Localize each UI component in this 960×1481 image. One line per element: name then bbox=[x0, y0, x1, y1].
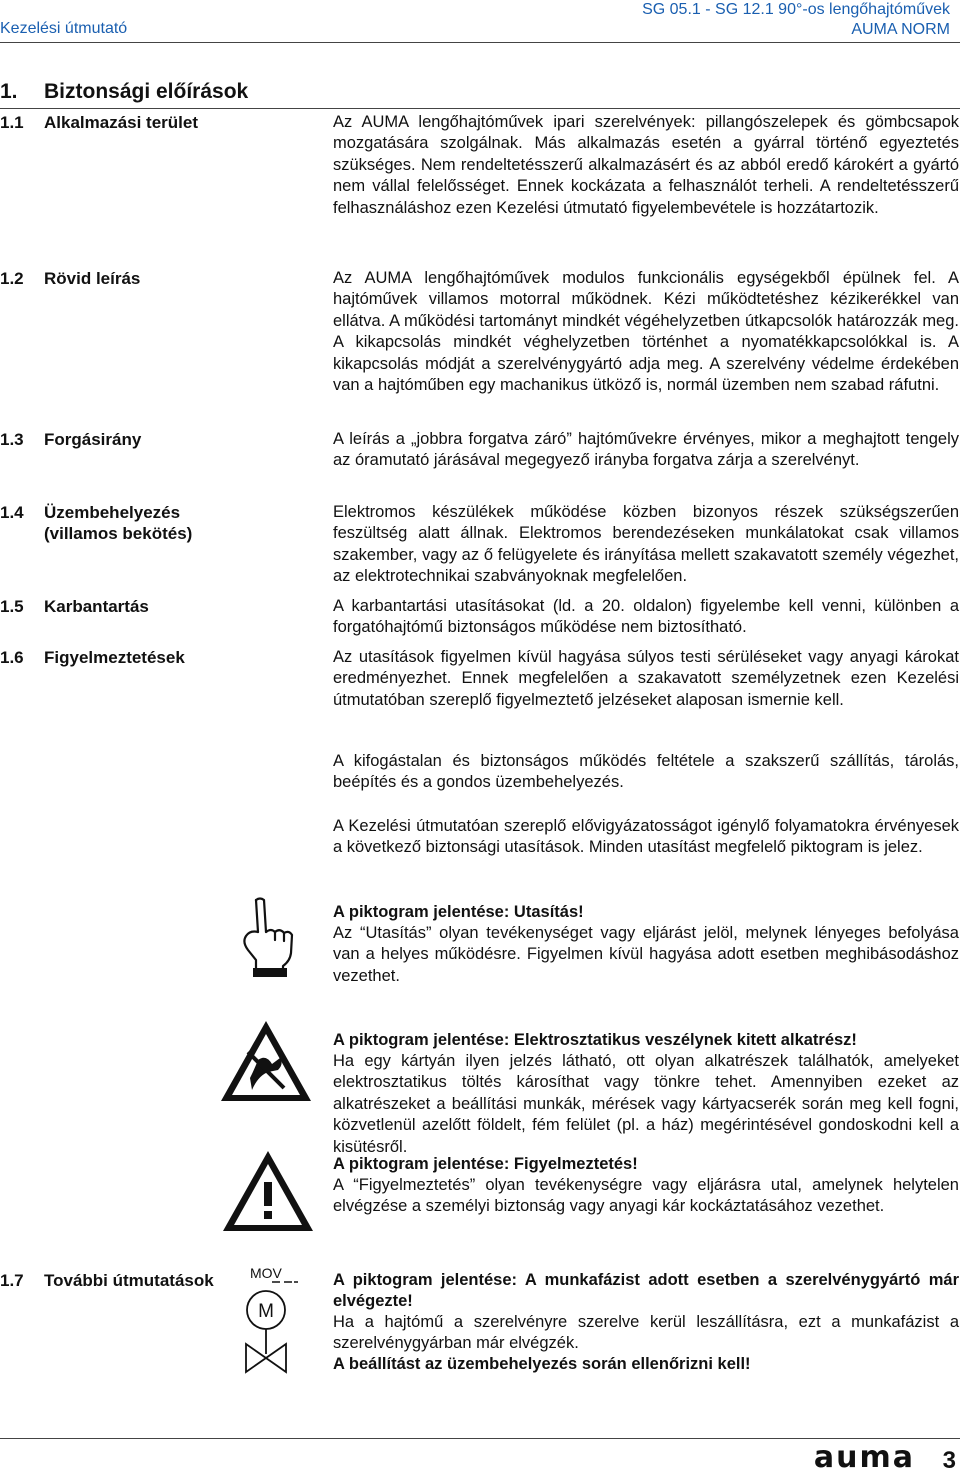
pictogram-preset-text: Ha a hajtómű a szerelvényre szerelve kerül leszállításra, ezt a munkafázist a szerelvénygyárban már elvégzék. bbox=[333, 1313, 959, 1353]
section-divider bbox=[0, 108, 960, 109]
subsection-title: Karbantartás bbox=[44, 597, 149, 616]
esd-warning-icon bbox=[218, 1018, 314, 1104]
pictogram-warning-title: A piktogram jelentése: Figyelmeztetés! bbox=[333, 1155, 638, 1173]
paragraph-safe-operation: A kifogástalan és biztonságos működés feltétele a szakszerű szállítás, tárolás, beépítés és a gondos üzembehelyezés. bbox=[333, 752, 959, 792]
mov-valve-icon bbox=[232, 1262, 300, 1384]
document-title: Kezelési útmutató bbox=[0, 20, 128, 37]
subsection-number: 1.6 bbox=[0, 648, 24, 667]
subsection-title: Forgásirány bbox=[44, 430, 142, 449]
paragraph-warnings: Az utasítások figyelmen kívül hagyása súlyos testi sérüléseket vagy anyagi károkat eredményezhet. Ennek megfelelően a szakavatott személyzetnek ezen Kezelési útmutatóban szereplő figyelmeztető jelzéseket alaposan ismernie kell. bbox=[333, 648, 959, 709]
section-number: 1. bbox=[0, 80, 18, 103]
subsection-title: További útmutatások bbox=[44, 1271, 214, 1290]
mov-label: MOV bbox=[250, 1265, 282, 1281]
paragraph-rotation: A leírás a „jobbra forgatva záró” hajtóművekre érvényes, mikor a meghajtott tengely az óramutató járásával megegyező irányba forgatva zárja a szerelvényt. bbox=[333, 430, 959, 470]
subsection-number: 1.3 bbox=[0, 430, 24, 449]
subsection-title: Üzembehelyezés (villamos bekötés) bbox=[44, 503, 193, 543]
warning-triangle-icon bbox=[220, 1148, 316, 1234]
subsection-number: 1.5 bbox=[0, 597, 24, 616]
pictogram-warning-text: A “Figyelmeztetés” olyan tevékenységre vagy eljárásra utal, amelynek helytelen elvégzése a személyi biztonság vagy anyagi kár kockáztatásához vezethet. bbox=[333, 1176, 959, 1216]
subsection-heading bbox=[0, 1270, 214, 1291]
paragraph-maintenance: A karbantartási utasításokat (ld. a 20. oldalon) figyelembe kell venni, különben a forgatóhajtómű biztonságos működése nem biztosítható. bbox=[333, 597, 959, 637]
pictogram-preset-title: A piktogram jelentése: A munkafázist adott esetben a szerelvénygyártó már elvégezte! bbox=[333, 1271, 959, 1311]
subsection-title: Figyelmeztetések bbox=[44, 648, 185, 667]
subsection-heading bbox=[0, 429, 141, 450]
subsection-heading bbox=[0, 502, 244, 544]
pictogram-esd-text: Ha egy kártyán ilyen jelzés látható, ott olyan alkatrészek találhatók, amelyeket elektrosztatikus töltés károsíthat vagy tönkre tehet. Amennyiben ezeket az alkatrészeket a beállítási munkák, mérések vagy kártyacserék során meg kell fogni, közvetlenül azelőtt földelt, fém felület (pl. a ház) megérintésével gondoskodni kell a kisütésről. bbox=[333, 1052, 959, 1156]
section-title: Biztonsági előírások bbox=[44, 80, 249, 103]
paragraph-application: Az AUMA lengőhajtóművek ipari szerelvények: pillangószelepek és gömbcsapok mozgatására szolgálnak. Más alkalmazás esetén a gyárral történő egyeztetés szükséges. Nem rendeltetésszerű alkalmazásért és az abból eredő károkért a gyártó nem vállal felelősséget. Ennek kockázata a felhasználót terheli. A rendeltetésszerű felhasználáshoz ezen Kezelési útmutató figyelembevétele is hozzátartozik. bbox=[333, 113, 959, 217]
subsection-heading bbox=[0, 647, 185, 668]
paragraph-commissioning: Elektromos készülékek működése közben bizonyos részek szükségszerűen feszültség alatt állnak. Elektromos berendezéseken munkálatokat csak villamos szakember, vagy az ő felügyelete és irányítása mellett szakavatott személy végezhet, az elektrotechnikai szabványoknak megfelelően. bbox=[333, 503, 959, 586]
pictogram-instruction-title: A piktogram jelentése: Utasítás! bbox=[333, 903, 584, 921]
subsection-title: Rövid leírás bbox=[44, 269, 141, 288]
subsection-number: 1.4 bbox=[0, 503, 24, 522]
paragraph-safety-instructions: A Kezelési útmutatóan szereplő elővigyázatosságot igénylő folyamatokra érvényesek a következő biztonsági utasítások. Minden utasítást megfelelő piktogram is jelez. bbox=[333, 817, 959, 857]
auma-logo: auma bbox=[813, 1440, 915, 1475]
motor-label: M bbox=[258, 1301, 274, 1322]
document-subtitle bbox=[642, 0, 950, 40]
paragraph-description: Az AUMA lengőhajtóművek modulos funkcionális egységekből épülnek fel. A hajtóművek villamos motorral működnek. Kézi működtetéshez kézikerékkel van ellátva. A működési tartományt mindkét végéhelyzetben útkapcsolók határozzák meg. A kikapcsolás mindkét véghelyzetben történhet a nyomatékkapcsolókkal is. A kikapcsolás módját a szerelvénygyártó adja meg. A szerelvény védelme érdekében van a hajtóműben egy machanikus ütköző is, normál üzemben nem szabad ráfutni. bbox=[333, 269, 959, 395]
subsection-title: Alkalmazási terület bbox=[44, 113, 199, 132]
subsection-heading bbox=[0, 268, 140, 289]
subsection-heading bbox=[0, 112, 198, 133]
product-variant: AUMA NORM bbox=[851, 21, 950, 38]
header-divider bbox=[0, 42, 960, 43]
pictogram-preset-note: A beállítást az üzembehelyezés során ellenőrizni kell! bbox=[333, 1355, 751, 1373]
subsection-number: 1.7 bbox=[0, 1271, 24, 1290]
section-heading bbox=[0, 80, 248, 104]
subsection-number: 1.2 bbox=[0, 269, 24, 288]
pictogram-instruction-text: Az “Utasítás” olyan tevékenységet vagy eljárást jelöl, melynek lényeges befolyása van a helyes működésre. Figyelmen kívül hagyása adott esetben meghibásodáshoz vezethet. bbox=[333, 924, 959, 985]
footer-divider bbox=[0, 1438, 960, 1439]
pictogram-esd-title: A piktogram jelentése: Elektrosztatikus veszélynek kitett alkatrész! bbox=[333, 1031, 857, 1049]
subsection-number: 1.1 bbox=[0, 113, 24, 132]
page-number: 3 bbox=[942, 1447, 956, 1474]
product-line: SG 05.1 - SG 12.1 90°-os lengőhajtóművek bbox=[642, 1, 950, 18]
subsection-heading bbox=[0, 596, 149, 617]
pointing-hand-icon bbox=[238, 896, 296, 978]
